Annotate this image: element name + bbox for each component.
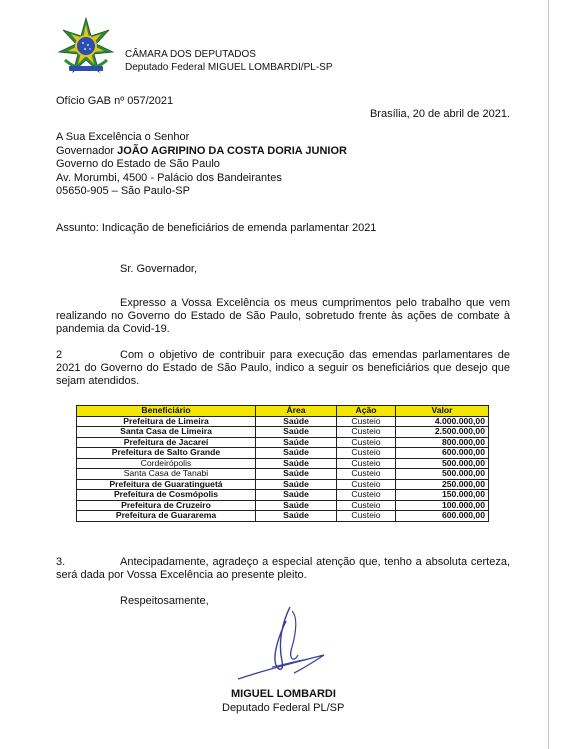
cell-valor: 500.000,00 [396, 458, 489, 469]
table-row [77, 427, 489, 438]
page-edge [548, 0, 549, 749]
cell-valor: 800.000,00 [396, 437, 489, 448]
table-row [77, 416, 489, 427]
column-header-beneficiario: Beneficiário [77, 406, 256, 417]
addressee-name-line [56, 145, 347, 159]
letter-reference: Ofício GAB nº 057/2021 [56, 95, 174, 107]
cell-area: Saúde [256, 469, 337, 480]
cell-area: Saúde [256, 448, 337, 459]
cell-valor: 600.000,00 [396, 448, 489, 459]
table-row [77, 479, 489, 490]
cell-acao: Custeio [337, 490, 396, 501]
cell-valor: 500.000,00 [396, 469, 489, 480]
addressee-line3: Governo do Estado de São Paulo [56, 158, 220, 170]
addressee-block [56, 131, 347, 199]
cell-area: Saúde [256, 458, 337, 469]
cell-area: Saúde [256, 479, 337, 490]
cell-beneficiario: Prefeitura de Guaratinguetá [77, 479, 256, 490]
cell-valor: 4.000.000,00 [396, 416, 489, 427]
cell-beneficiario: Prefeitura de Jacareí [77, 437, 256, 448]
cell-valor: 2.500.000,00 [396, 427, 489, 438]
paragraph-3: Antecipadamente, agradeço a especial atenção que, tenho a absoluta certeza, será dada por Vossa Excelência ao presente pleito. [56, 556, 510, 581]
cell-valor: 100.000,00 [396, 500, 489, 511]
cell-area: Saúde [256, 416, 337, 427]
paragraph-3-number: 3. [56, 556, 66, 568]
header-institution: CÂMARA DOS DEPUTADOS [125, 49, 256, 60]
addressee-line1: A Sua Excelência o Senhor [56, 131, 190, 143]
cell-beneficiario: Cordeirópolis [77, 458, 256, 469]
table-row [77, 437, 489, 448]
cell-area: Saúde [256, 490, 337, 501]
column-header-acao: Ação [337, 406, 396, 417]
cell-acao: Custeio [337, 511, 396, 522]
paragraph-1: Expresso a Vossa Excelência os meus cumprimentos pelo trabalho que vem realizando no Governo do Estado de São Paulo, sobretudo frente às ações de combate à pandemia da Covid-19. [56, 297, 510, 335]
signer-role: Deputado Federal PL/SP [222, 702, 345, 714]
cell-area: Saúde [256, 511, 337, 522]
table-row [77, 490, 489, 501]
column-header-valor: Valor [396, 406, 489, 417]
cell-beneficiario: Prefeitura de Guararema [77, 511, 256, 522]
closing: Respeitosamente, [120, 595, 209, 607]
paragraph-2-number: 2 [56, 349, 63, 361]
cell-beneficiario: Prefeitura de Cosmópolis [77, 490, 256, 501]
cell-acao: Custeio [337, 479, 396, 490]
cell-acao: Custeio [337, 448, 396, 459]
cell-area: Saúde [256, 500, 337, 511]
cell-acao: Custeio [337, 427, 396, 438]
cell-beneficiario: Prefeitura de Cruzeiro [77, 500, 256, 511]
table-row [77, 469, 489, 480]
cell-beneficiario: Santa Casa de Tanabi [77, 469, 256, 480]
cell-acao: Custeio [337, 416, 396, 427]
cell-acao: Custeio [337, 500, 396, 511]
cell-beneficiario: Santa Casa de Limeira [77, 427, 256, 438]
table-row [77, 511, 489, 522]
table-row [77, 448, 489, 459]
brazil-coat-of-arms-icon [55, 16, 117, 78]
cell-beneficiario: Prefeitura de Limeira [77, 416, 256, 427]
table-header-row [77, 406, 489, 417]
header-deputy: Deputado Federal MIGUEL LOMBARDI/PL-SP [125, 62, 333, 73]
cell-valor: 600.000,00 [396, 511, 489, 522]
addressee-title: Governador [56, 144, 118, 157]
addressee-line4: Av. Morumbi, 4500 - Palácio dos Bandeirantes [56, 171, 282, 184]
cell-valor: 250.000,00 [396, 479, 489, 490]
table-row [77, 458, 489, 469]
cell-area: Saúde [256, 427, 337, 438]
cell-area: Saúde [256, 437, 337, 448]
place-date: Brasília, 20 de abril de 2021. [369, 108, 510, 120]
signer-name: MIGUEL LOMBARDI [231, 688, 336, 700]
handwritten-signature [232, 603, 342, 683]
paragraph-2: Com o objetivo de contribuir para execução das emendas parlamentares de 2021 do Governo do Estado de São Paulo, indico a seguir os beneficiários que desejo que sejam atendidos. [56, 349, 510, 387]
table-row [77, 500, 489, 511]
cell-acao: Custeio [337, 437, 396, 448]
subject: Assunto: Indicação de beneficiários de emenda parlamentar 2021 [56, 222, 377, 234]
cell-acao: Custeio [337, 458, 396, 469]
addressee-line5: 05650-905 – São Paulo-SP [56, 185, 190, 197]
cell-beneficiario: Prefeitura de Salto Grande [77, 448, 256, 459]
beneficiaries-table [76, 405, 489, 522]
cell-acao: Custeio [337, 469, 396, 480]
cell-valor: 150.000,00 [396, 490, 489, 501]
salutation: Sr. Governador, [120, 263, 198, 275]
column-header-area: Área [256, 406, 337, 417]
addressee-name: JOÃO AGRIPINO DA COSTA DORIA JUNIOR [117, 144, 347, 157]
